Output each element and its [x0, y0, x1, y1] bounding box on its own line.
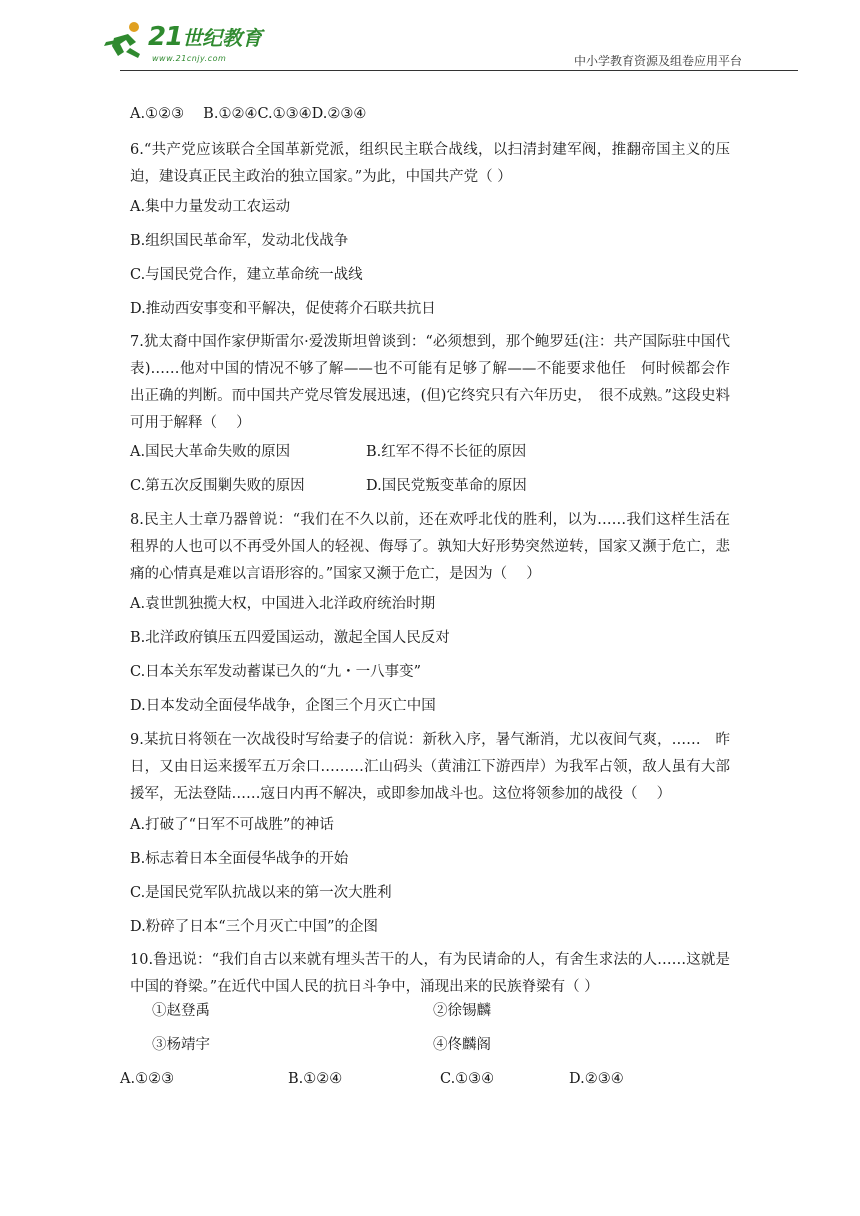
question-10-option-d: D.②③④: [569, 1071, 624, 1087]
question-7-stem: 7.犹太裔中国作家伊斯雷尔·爱泼斯坦曾谈到：“必须想到，那个鲍罗廷(注：共产国际驻中国代表)……他对中国的情况不够了解——也不可能有足够了解——不能要求他任 何时候都会作出正确的判断。而中国共产党尽管发展迅速，(但)它终究只有六年历史， 很不成熟。”这段史料可用于解释（ ）: [130, 334, 730, 431]
logo-wordmark: 21世纪教育: [148, 22, 263, 52]
logo-url: www.21cnjy.com: [152, 54, 227, 63]
question-7-option-a: A.国民大革命失败的原因: [130, 444, 291, 460]
question-10-item-1: ①赵登禹: [152, 1003, 210, 1019]
question-10-option-a: A.①②③: [120, 1071, 175, 1087]
question-9-option-d: D.粉碎了日本“三个月灭亡中国”的企图: [130, 919, 379, 935]
page-header: [0, 0, 860, 80]
prev-question-options: A.①②③ B.①②④C.①③④D.②③④: [130, 106, 367, 122]
question-8-option-c: C.日本关东军发动蓄谋已久的“九・一八事变”: [130, 664, 422, 680]
question-7-option-d: D.国民党叛变革命的原因: [366, 478, 527, 494]
question-9-option-b: B.标志着日本全面侵华战争的开始: [130, 851, 349, 867]
question-8-option-d: D.日本发动全面侵华战争，企图三个月灭亡中国: [130, 698, 436, 714]
question-6-option-d: D.推动西安事变和平解决，促使蒋介石联共抗日: [130, 301, 436, 317]
question-10-option-c: C.①③④: [440, 1071, 495, 1087]
question-10-stem: 10.鲁迅说：“我们自古以来就有埋头苦干的人，有为民请命的人，有舍生求法的人……这就是中国的脊梁。”在近代中国人民的抗日斗争中，涌现出来的民族脊梁有（ ）: [130, 952, 730, 995]
logo: [104, 16, 284, 64]
runner-logo-icon: [104, 20, 148, 60]
header-divider: [120, 70, 798, 71]
question-6-option-a: A.集中力量发动工农运动: [130, 199, 291, 215]
question-6-option-c: C.与国民党合作，建立革命统一战线: [130, 267, 363, 283]
question-8-stem: 8.民主人士章乃器曾说：“我们在不久以前，还在欢呼北伐的胜利，以为……我们这样生活在租界的人也可以不再受外国人的轻视、侮辱了。孰知大好形势突然逆转，国家又濒于危亡，悲痛的心情真是难以言语形容的。”国家又濒于危亡，是因为（ ）: [130, 512, 730, 582]
question-8-option-a: A.袁世凯独揽大权，中国进入北洋政府统治时期: [130, 596, 436, 612]
question-9-stem: 9.某抗日将领在一次战役时写给妻子的信说：新秋入序，暑气渐消，尤以夜间气爽，…… 昨日，又由日运来援军五万余口………汇山码头（黄浦江下游西岸）为我军占领，敌人虽有大部援军，无法登陆……寇日内再不解决，或即参加战斗也。这位将领参加的战役（ ）: [130, 732, 730, 802]
question-7-option-c: C.第五次反围剿失败的原因: [130, 478, 305, 494]
question-10-item-2: ②徐锡麟: [433, 1003, 491, 1019]
platform-title: 中小学教育资源及组卷应用平台: [573, 54, 742, 68]
question-6-stem: 6.“共产党应该联合全国革新党派，组织民主联合战线，以扫清封建军阀，推翻帝国主义的压迫，建设真正民主政治的独立国家。”为此，中国共产党（ ）: [130, 142, 730, 185]
question-10-item-3: ③杨靖宇: [152, 1037, 210, 1053]
question-9-option-c: C.是国民党军队抗战以来的第一次大胜利: [130, 885, 392, 901]
question-7-option-b: B.红军不得不长征的原因: [366, 444, 527, 460]
question-6-option-b: B.组织国民革命军，发动北伐战争: [130, 233, 349, 249]
question-10-option-b: B.①②④: [288, 1071, 343, 1087]
question-9-option-a: A.打破了“日军不可战胜”的神话: [130, 817, 334, 833]
question-10-item-4: ④佟麟阁: [433, 1037, 491, 1053]
question-8-option-b: B.北洋政府镇压五四爱国运动，激起全国人民反对: [130, 630, 450, 646]
